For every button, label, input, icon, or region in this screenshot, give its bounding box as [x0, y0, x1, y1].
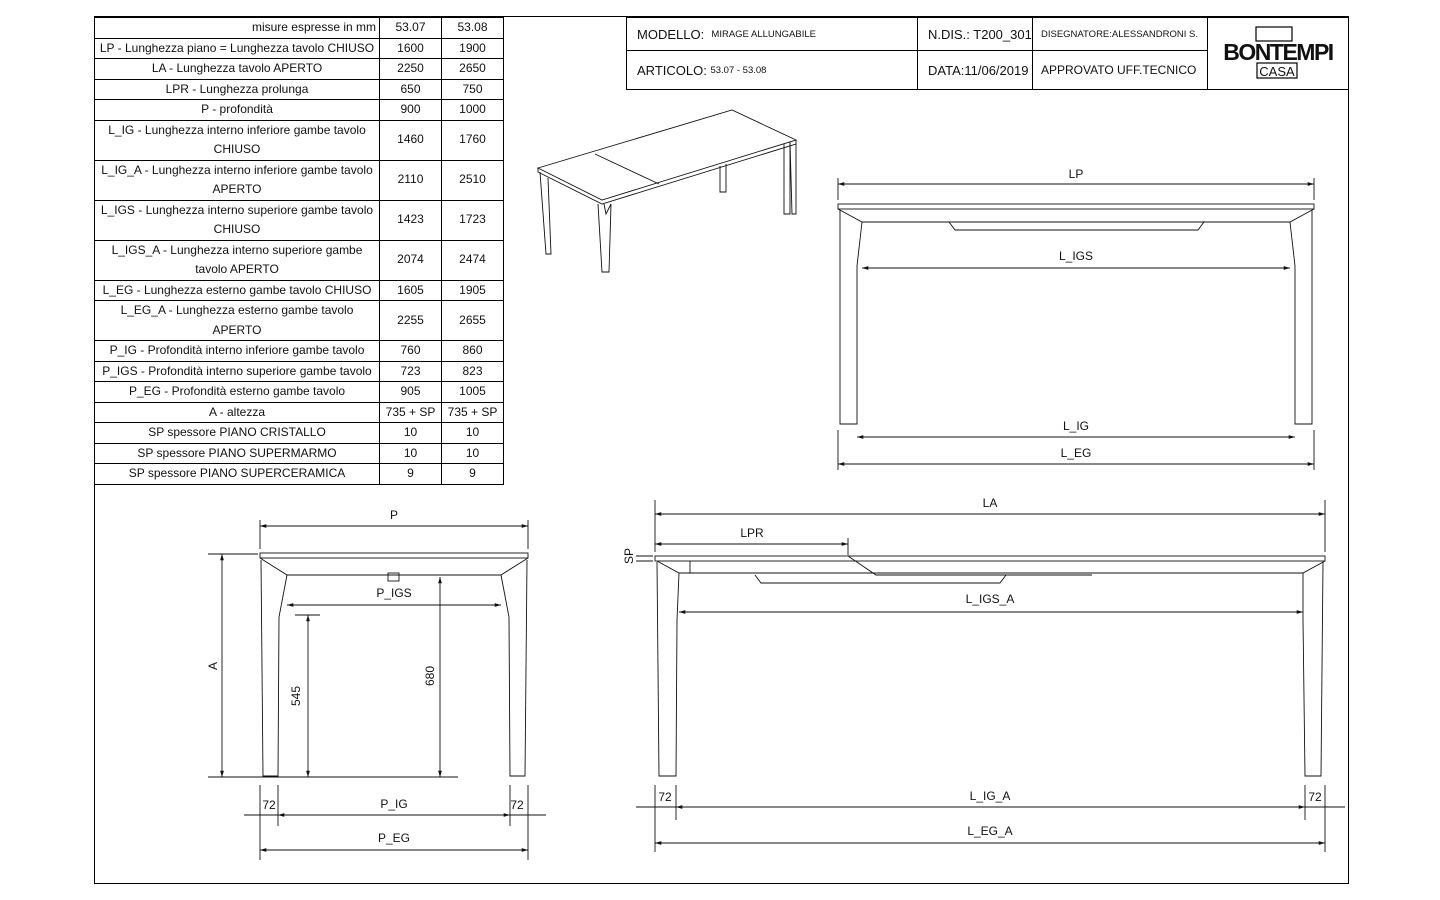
data-cell: DATA:11/06/2019: [917, 50, 1033, 90]
modello-value: MIRAGE ALLUNGABILE: [711, 28, 816, 40]
spec-label: L_EG - Lunghezza esterno gambe tavolo CHIUSO: [95, 280, 380, 301]
spec-label: P_EG - Profondità esterno gambe tavolo: [95, 382, 380, 403]
spec-label: L_IGS_A - Lunghezza interno superiore gambe tavolo APERTO: [95, 240, 380, 280]
spec-value-53-08: 9: [442, 464, 504, 485]
spec-value-53-07: 905: [380, 382, 442, 403]
dim-lp: LP: [1068, 167, 1084, 181]
spec-value-53-07: 9: [380, 464, 442, 485]
ndis-cell: N.DIS.: T200_301: [917, 17, 1033, 51]
spec-label: LPR - Lunghezza prolunga: [95, 79, 380, 100]
spec-label: SP spessore PIANO CRISTALLO: [95, 423, 380, 444]
dim-680: 680: [423, 665, 437, 687]
dim-open-leg-left: 72: [658, 790, 672, 804]
spec-label: L_EG_A - Lunghezza esterno gambe tavolo APERTO: [95, 301, 380, 341]
spec-value-53-07: 1605: [380, 280, 442, 301]
spec-value-53-07: 2255: [380, 301, 442, 341]
spec-label: SP spessore PIANO SUPERCERAMICA: [95, 464, 380, 485]
spec-value-53-08: 1760: [442, 120, 504, 160]
spec-value-53-08: 10: [442, 423, 504, 444]
disegnatore-cell: DISEGNATORE:ALESSANDRONI S.: [1032, 17, 1208, 51]
dim-l-eg-a: L_EG_A: [967, 824, 1013, 838]
dim-a: A: [206, 661, 220, 671]
dim-front-leg-left: 72: [262, 798, 276, 812]
logo-brand: BONTEMPI: [1223, 39, 1333, 65]
spec-value-53-08: 10: [442, 443, 504, 464]
dim-sp: SP: [622, 547, 636, 565]
dim-p-ig: P_IG: [380, 797, 408, 811]
spec-value-53-07: 2110: [380, 160, 442, 200]
spec-header-col2: 53.08: [442, 18, 504, 39]
front-view: [208, 520, 546, 860]
spec-label: A - altezza: [95, 402, 380, 423]
spec-header-label: misure espresse in mm: [95, 18, 380, 39]
spec-value-53-08: 735 + SP: [442, 402, 504, 423]
spec-value-53-08: 1905: [442, 280, 504, 301]
spec-value-53-07: 2250: [380, 59, 442, 80]
dim-p: P: [389, 508, 399, 522]
spec-value-53-08: 823: [442, 361, 504, 382]
spec-label: P - profondità: [95, 100, 380, 121]
spec-value-53-08: 2650: [442, 59, 504, 80]
dim-lpr: LPR: [740, 526, 764, 540]
logo-sub: CASA: [1259, 64, 1295, 79]
dim-l-ig: L_IG: [1062, 419, 1090, 433]
spec-value-53-07: 650: [380, 79, 442, 100]
spec-value-53-08: 2510: [442, 160, 504, 200]
spec-value-53-07: 1460: [380, 120, 442, 160]
spec-value-53-08: 860: [442, 341, 504, 362]
dim-l-ig-a: L_IG_A: [969, 789, 1011, 803]
dim-p-eg: P_EG: [377, 831, 411, 845]
spec-value-53-08: 2474: [442, 240, 504, 280]
spec-value-53-08: 2655: [442, 301, 504, 341]
spec-value-53-07: 900: [380, 100, 442, 121]
spec-value-53-07: 1423: [380, 200, 442, 240]
perspective-view: [538, 110, 796, 272]
spec-label: LA - Lunghezza tavolo APERTO: [95, 59, 380, 80]
spec-value-53-07: 723: [380, 361, 442, 382]
spec-value-53-07: 735 + SP: [380, 402, 442, 423]
spec-value-53-08: 1005: [442, 382, 504, 403]
spec-label: L_IG_A - Lunghezza interno inferiore gambe tavolo APERTO: [95, 160, 380, 200]
approvato-cell: APPROVATO UFF.TECNICO: [1032, 50, 1208, 90]
spec-value-53-07: 10: [380, 443, 442, 464]
spec-value-53-07: 760: [380, 341, 442, 362]
spec-value-53-08: 1000: [442, 100, 504, 121]
spec-value-53-08: 1723: [442, 200, 504, 240]
spec-label: LP - Lunghezza piano = Lunghezza tavolo CHIUSO: [95, 38, 380, 59]
dim-open-leg-right: 72: [1308, 790, 1322, 804]
dim-front-leg-right: 72: [510, 798, 524, 812]
articolo-label: ARTICOLO:: [637, 62, 707, 78]
spec-label: SP spessore PIANO SUPERMARMO: [95, 443, 380, 464]
spec-value-53-08: 750: [442, 79, 504, 100]
dim-545: 545: [289, 685, 303, 707]
spec-label: L_IG - Lunghezza interno inferiore gambe tavolo CHIUSO: [95, 120, 380, 160]
spec-label: L_IGS - Lunghezza interno superiore gambe tavolo CHIUSO: [95, 200, 380, 240]
dim-l-igs: L_IGS: [1058, 249, 1094, 263]
modello-label: MODELLO:: [637, 26, 705, 42]
dim-l-igs-a: L_IGS_A: [965, 592, 1015, 606]
dim-p-igs: P_IGS: [376, 586, 412, 600]
spec-value-53-07: 2074: [380, 240, 442, 280]
spec-label: P_IGS - Profondità interno superiore gambe tavolo: [95, 361, 380, 382]
articolo-value: 53.07 - 53.08: [710, 64, 767, 76]
dim-la: LA: [982, 496, 998, 510]
spec-header-col1: 53.07: [380, 18, 442, 39]
dim-l-eg: L_EG: [1060, 446, 1092, 460]
spec-value-53-07: 10: [380, 423, 442, 444]
spec-value-53-07: 1600: [380, 38, 442, 59]
spec-value-53-08: 1900: [442, 38, 504, 59]
spec-label: P_IG - Profondità interno inferiore gambe tavolo: [95, 341, 380, 362]
